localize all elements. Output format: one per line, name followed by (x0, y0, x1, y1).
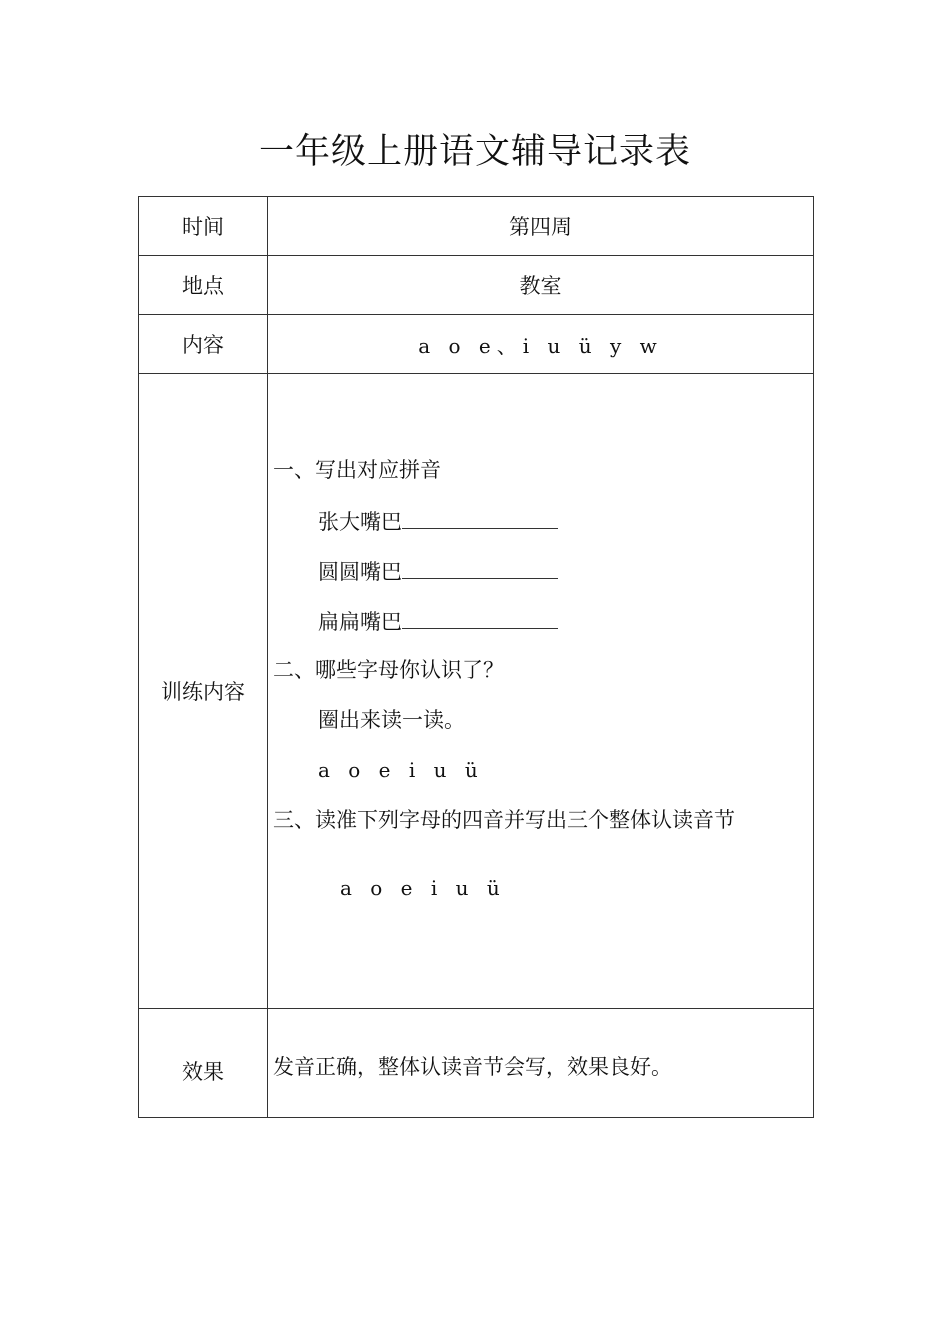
answer-blank[interactable] (402, 556, 558, 579)
section2-letters: a o e i u ü (318, 758, 484, 782)
time-row (139, 197, 814, 256)
record-table (138, 196, 814, 1118)
section1-item-text: 圆圆嘴巴 (318, 560, 402, 584)
content-label: 内容 (139, 315, 268, 374)
section1-item-text: 扁扁嘴巴 (318, 610, 402, 634)
place-row (139, 256, 814, 315)
training-row (139, 374, 814, 1009)
answer-blank[interactable] (402, 606, 558, 629)
training-label: 训练内容 (139, 374, 268, 1009)
answer-blank[interactable] (402, 506, 558, 529)
effect-cell (268, 1009, 814, 1118)
section3-heading: 三、读准下列字母的四音并写出三个整体认读音节 (273, 808, 735, 832)
section1-item (318, 606, 558, 636)
section1-item (318, 556, 558, 586)
effect-label-cell (139, 1009, 268, 1118)
section1-heading: 一、写出对应拼音 (273, 458, 441, 482)
training-content (268, 374, 813, 1008)
page-title: 一年级上册语文辅导记录表 (258, 132, 691, 172)
content-value (268, 315, 814, 374)
time-label: 时间 (139, 197, 268, 256)
content-row (139, 315, 814, 374)
place-value: 教室 (268, 256, 814, 315)
effect-label: 效果 (182, 1060, 224, 1084)
effect-row (139, 1009, 814, 1118)
training-cell (268, 374, 814, 1009)
section2-instruction: 圈出来读一读。 (318, 708, 465, 732)
section1-item (318, 506, 558, 536)
effect-value: 发音正确，整体认读音节会写，效果良好。 (273, 1055, 672, 1079)
section1-item-text: 张大嘴巴 (318, 510, 402, 534)
effect-text-wrap (268, 1009, 813, 1117)
section3-letters: a o e i u ü (340, 876, 506, 900)
place-label: 地点 (139, 256, 268, 315)
content-pinyin: a o e、i u ü y w (418, 333, 663, 358)
section2-heading: 二、哪些字母你认识了？ (273, 658, 504, 682)
time-value: 第四周 (268, 197, 814, 256)
